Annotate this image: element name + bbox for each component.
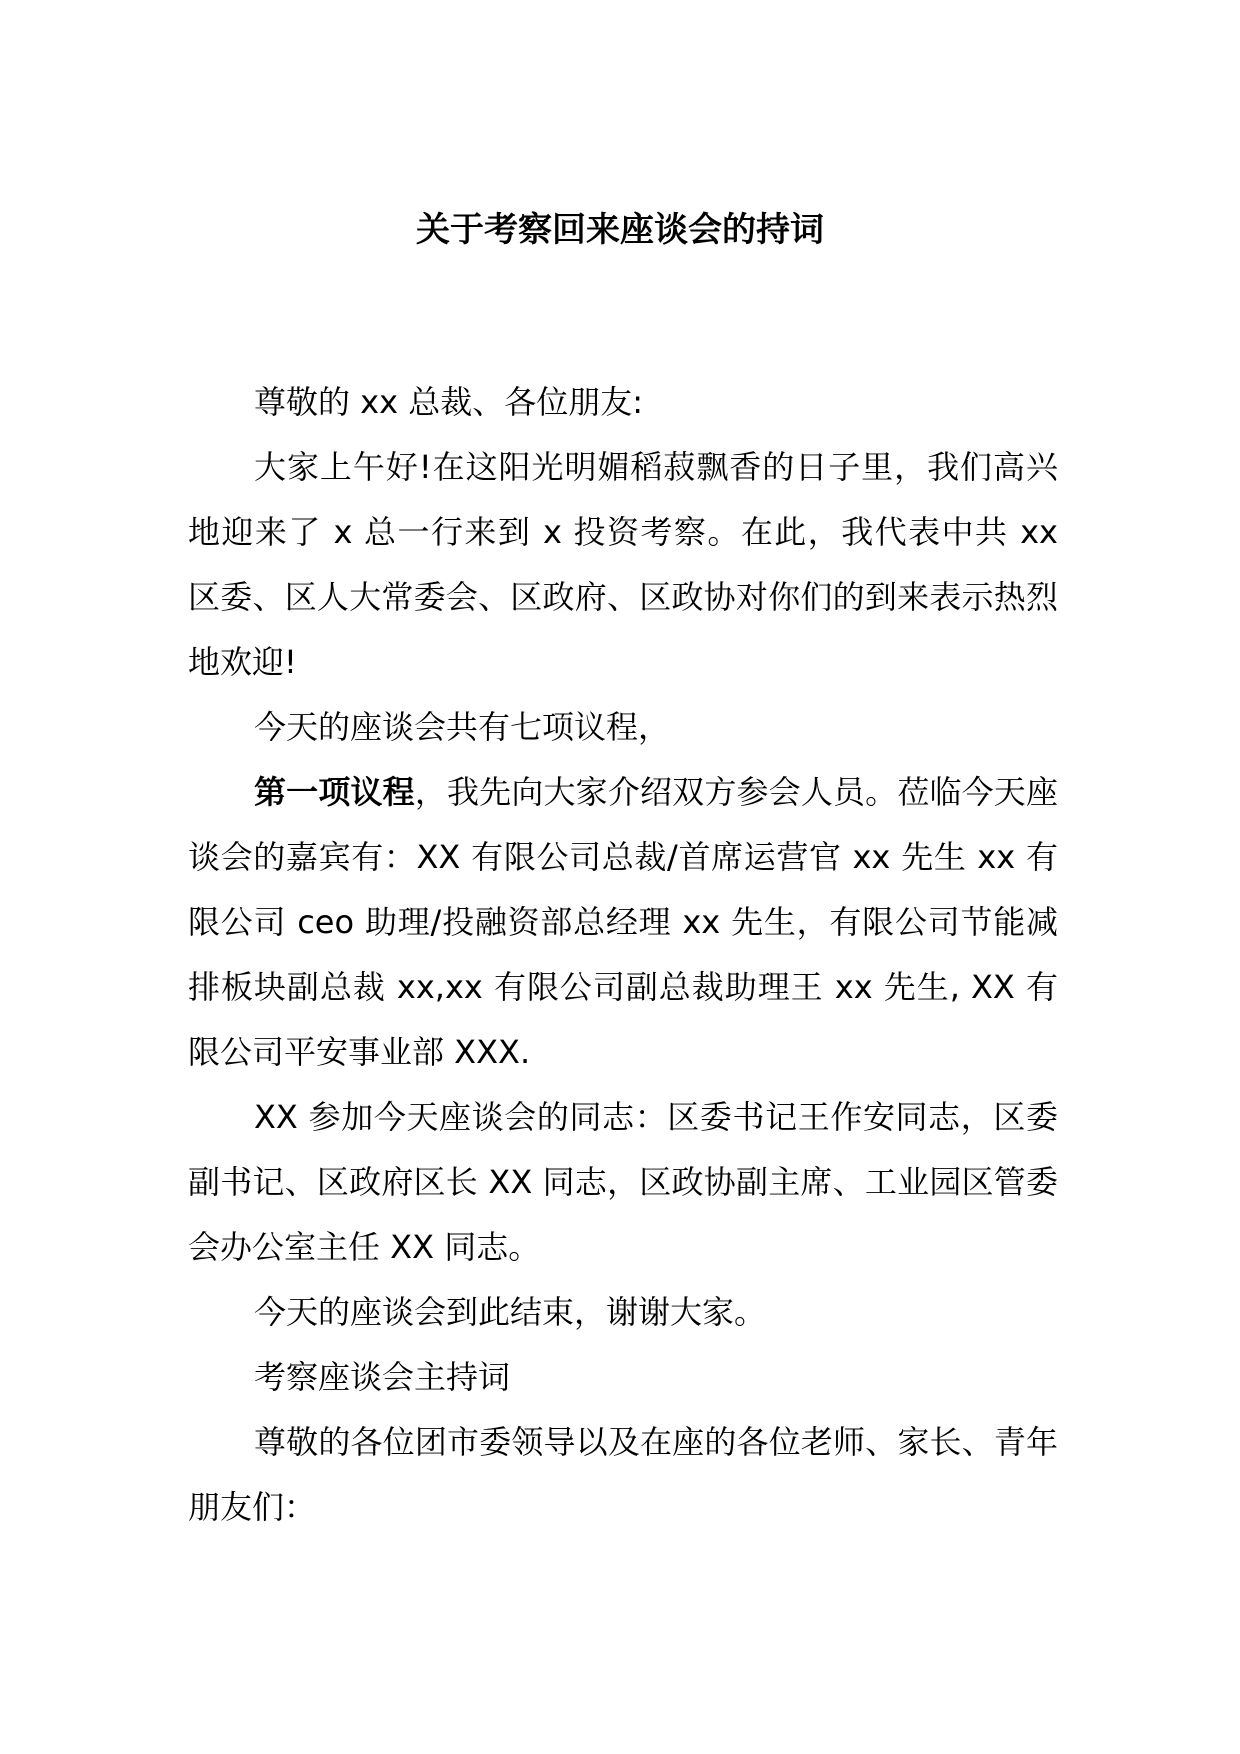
paragraph-closing <box>188 1280 1058 1345</box>
paragraph-text: 今天的座谈会到此结束，谢谢大家。 <box>254 1293 767 1331</box>
paragraph-text: 尊敬的各位团市委领导以及在座的各位老师、家长、青年朋友们： <box>188 1423 1058 1526</box>
paragraph-text: XX 参加今天座谈会的同志：区委书记王作安同志，区委副书记、区政府区长 XX 同志，区政协副主席、工业园区管委会办公室主任 XX 同志。 <box>188 1098 1058 1266</box>
paragraph-subheading <box>188 1345 1058 1410</box>
paragraph-text: 今天的座谈会共有七项议程， <box>254 708 671 746</box>
paragraph-text: 考察座谈会主持词 <box>254 1358 511 1396</box>
agenda-item-heading: 第一项议程 <box>254 773 415 811</box>
paragraph-text: 尊敬的 xx 总裁、各位朋友: <box>254 383 644 421</box>
document-body <box>188 370 1058 1540</box>
paragraph-text: ，我先向大家介绍双方参会人员。莅临今天座谈会的嘉宾有：XX 有限公司总裁/首席运营官 xx 先生 xx 有限公司 ceo 助理/投融资部总经理 xx 先生，有限公司节能减排板块副总裁 xx,xx 有限公司副总裁助理王 xx 先生, XX 有限公司平安事业部 XXX. <box>188 773 1058 1071</box>
paragraph-salutation <box>188 370 1058 435</box>
paragraph-greeting <box>188 435 1058 695</box>
paragraph-second-salutation <box>188 1410 1058 1540</box>
paragraph-text: 大家上午好!在这阳光明媚稻菽飘香的日子里，我们高兴地迎来了 x 总一行来到 x 投资考察。在此，我代表中共 xx 区委、区人大常委会、区政府、区政协对你们的到来表示热烈地欢迎! <box>188 448 1058 681</box>
paragraph-agenda-intro <box>188 695 1058 760</box>
paragraph-agenda-item-one <box>188 760 1058 1085</box>
paragraph-attendees <box>188 1085 1058 1280</box>
document-title: 关于考察回来座谈会的持词 <box>416 210 824 250</box>
